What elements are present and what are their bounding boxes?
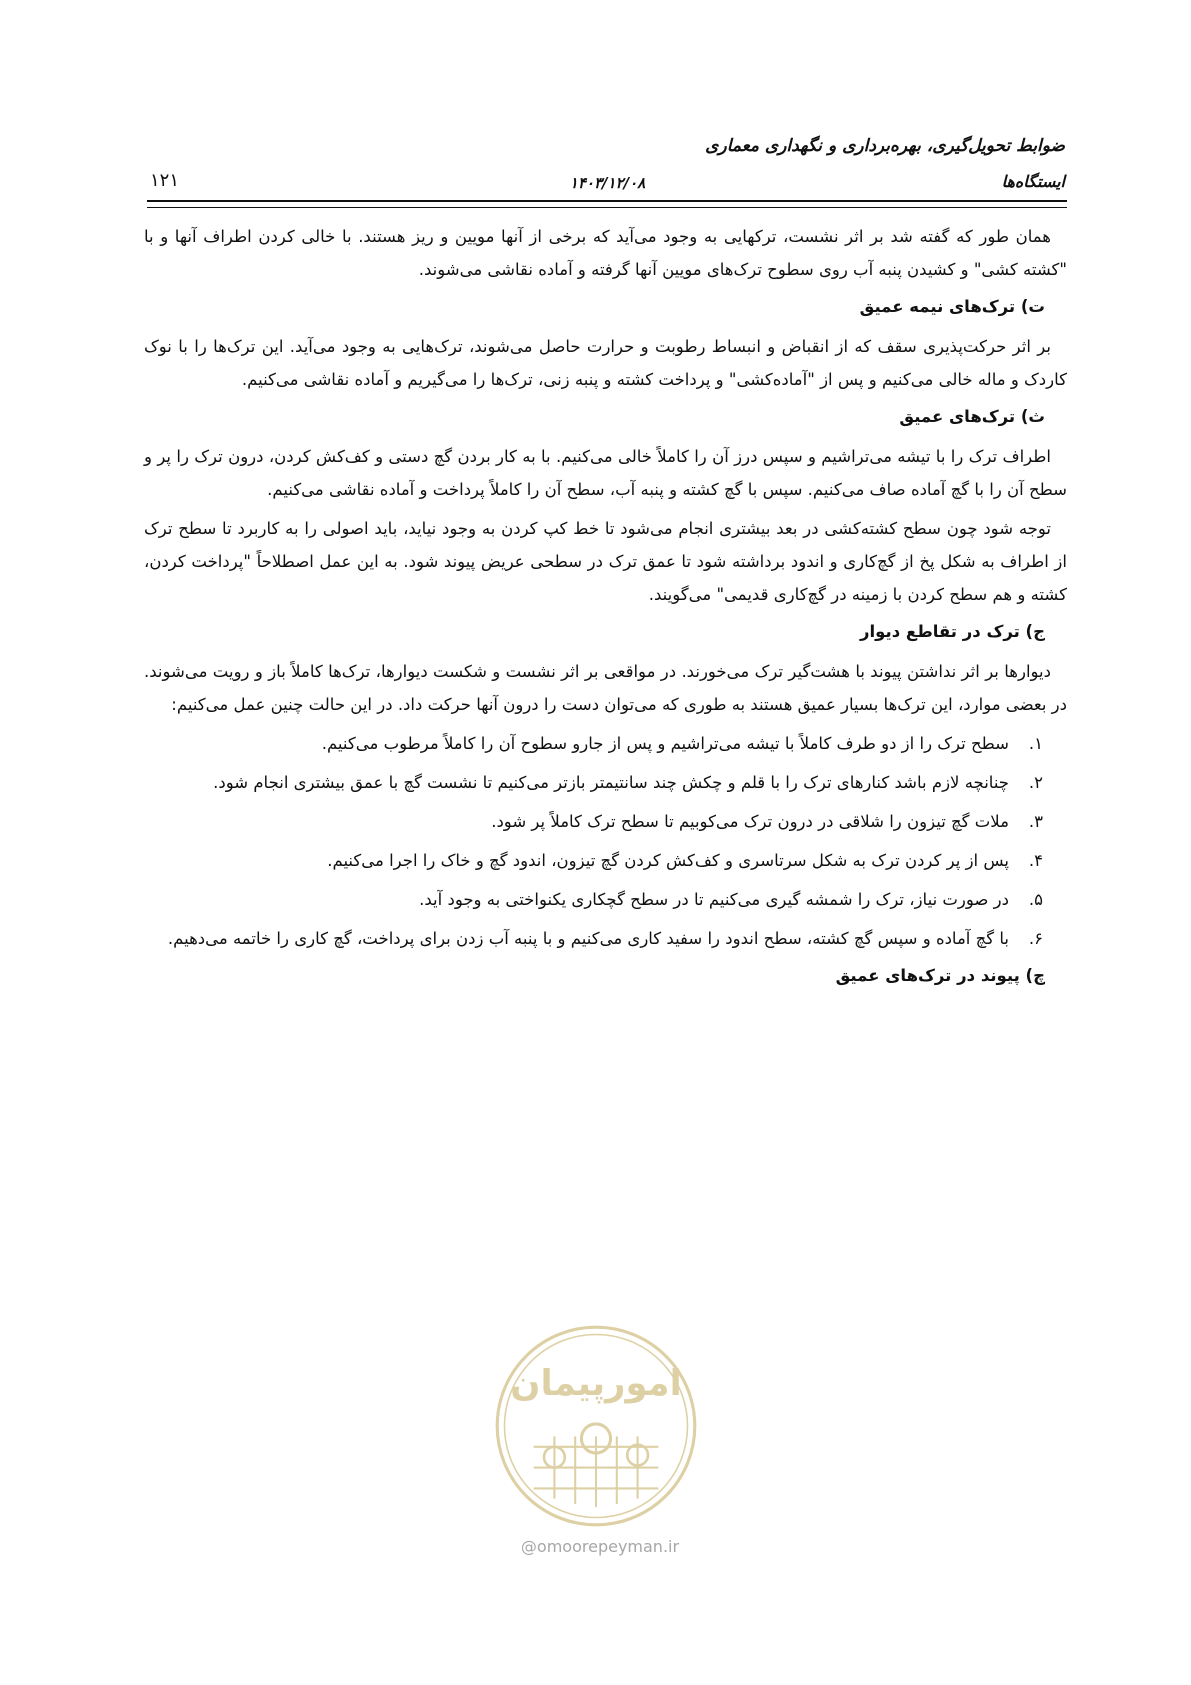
list-item-text: پس از پر کردن ترک به شکل سرتاسری و کف‌کش کردن گچ تیزون، اندود گچ و خاک را اجرا می‌کنیم. xyxy=(327,851,1009,870)
paragraph-deep-cracks: اطراف ترک را با تیشه می‌تراشیم و سپس درز آن را کاملاً خالی می‌کنیم. با به کار بردن گچ دستی و کف‌کش کردن، درون ترک را پر و سطح آن را با گچ آماده صاف می‌کنیم. سپس با گچ کشته و پنبه آب، سطح آن را کاملاً پرداخت و آماده نقاشی می‌کنیم. xyxy=(144,447,1067,499)
watermark-seal-text: امورپیمان xyxy=(510,1362,682,1404)
list-item-number: ۴. xyxy=(1028,851,1043,870)
list-item xyxy=(144,727,1067,760)
header-divider-thick xyxy=(147,200,1067,202)
list-item-number: ۶. xyxy=(1028,929,1043,948)
list-item-number: ۳. xyxy=(1028,812,1043,831)
list-item xyxy=(144,844,1067,877)
heading-semi-deep-cracks: ت) ترک‌های نیمه عمیق xyxy=(859,297,1045,316)
list-item xyxy=(144,883,1067,916)
running-header-row xyxy=(150,172,1065,198)
paragraph-wall-intersection: دیوارها بر اثر نداشتن پیوند با هشت‌گیر ترک می‌خورند. در مواقعی بر اثر نشست و شکست دیوارها، ترک‌ها کاملاً باز و رویت می‌شوند. در بعضی موارد، این ترک‌ها بسیار عمیق هستند به طوری که می‌توان دست را درون آنها حرکت داد. در این حالت چنین عمل می‌کنیم: xyxy=(144,662,1067,714)
list-item-number: ۵. xyxy=(1028,890,1043,909)
paragraph-note: توجه شود چون سطح کشته‌کشی در بعد بیشتری انجام می‌شود تا خط کپ کردن به وجود نیاید، باید اصولی را به کاربرد تا سطح ترک از اطراف به شکل پخ از گچ‌کاری و اندود برداشته شود تا عمق ترک در سطحی عریض پیوند شود. به این عمل اصطلاحاً "پرداخت کردن، کشته و هم سطح کردن با زمینه در گچ‌کاری قدیمی" می‌گویند. xyxy=(144,519,1067,604)
page-number: ۱۲۱ xyxy=(150,170,180,191)
heading-wall-intersection-cracks: ج) ترک در تقاطع دیوار xyxy=(860,622,1045,641)
steps-list xyxy=(144,727,1067,955)
list-item-text: در صورت نیاز، ترک را شمشه گیری می‌کنیم تا در سطح گچکاری یکنواختی به وجود آید. xyxy=(419,890,1009,909)
header-divider-thin xyxy=(147,207,1067,208)
list-item-text: با گچ آماده و سپس گچ کشته، سطح اندود را سفید کاری می‌کنیم و با پنبه آب زدن برای پرداخت، گچ کاری را خاتمه می‌دهیم. xyxy=(167,929,1009,948)
list-item xyxy=(144,766,1067,799)
list-item-number: ۱. xyxy=(1028,734,1043,753)
heading-deep-cracks: ث) ترک‌های عمیق xyxy=(899,407,1045,426)
list-item xyxy=(144,922,1067,955)
list-item-text: سطح ترک را از دو طرف کاملاً با تیشه می‌تراشیم و پس از جارو سطوح آن را کاملاً مرطوب می‌کنیم. xyxy=(321,734,1009,753)
list-item-number: ۲. xyxy=(1028,773,1043,792)
running-header-title: ضوابط تحویل‌گیری، بهره‌برداری و نگهداری معماری xyxy=(705,136,1065,156)
body-text xyxy=(144,220,1067,999)
list-item-text: چنانچه لازم باشد کنارهای ترک را با قلم و چکش چند سانتیمتر بازتر می‌کنیم تا نشست گچ با عمق بیشتری انجام شود. xyxy=(213,773,1009,792)
list-item xyxy=(144,805,1067,838)
watermark-url: @omoorepeyman.ir xyxy=(520,1537,680,1556)
watermark-seal-icon xyxy=(492,1322,700,1530)
heading-bond-in-deep-cracks: چ) پیوند در ترک‌های عمیق xyxy=(835,966,1045,985)
running-header-section: ایستگاه‌ها xyxy=(1001,172,1065,191)
list-item-text: ملات گچ تیزون را شلاقی در درون ترک می‌کوبیم تا سطح ترک کاملاً پر شود. xyxy=(491,812,1009,831)
paragraph-intro: همان طور که گفته شد بر اثر نشست، ترکهایی به وجود می‌آید که برخی از آنها مویین و ریز هستند. با خالی کردن اطراف آنها و با "کشته کشی" و کشیدن پنبه آب روی سطوح ترک‌های مویین آنها گرفته و آماده نقاشی می‌شوند. xyxy=(144,227,1067,279)
paragraph-semi-deep-cracks: بر اثر حرکت‌پذیری سقف که از انقباض و انبساط رطوبت و حرارت حاصل می‌شوند، ترک‌هایی به وجود می‌آید. این ترک‌ها را با نوک کاردک و ماله خالی می‌کنیم و پس از "آماده‌کشی" و پرداخت کشته و پنبه زنی، ترک‌ها را می‌گیریم و آماده نقاشی می‌کنیم. xyxy=(144,337,1067,389)
running-header-date: ۱۴۰۳/۱۲/۰۸ xyxy=(569,174,646,192)
